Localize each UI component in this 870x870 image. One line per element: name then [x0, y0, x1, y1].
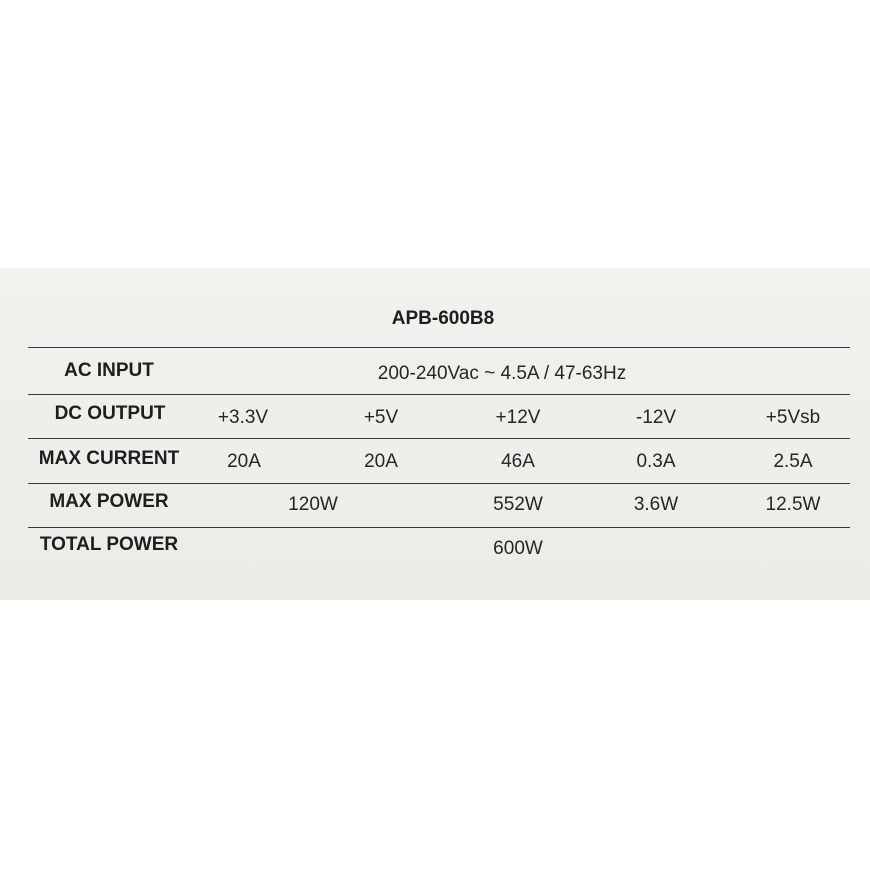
power-neg12v: 3.6W: [633, 494, 679, 515]
power-supply-spec-label: [0, 268, 870, 600]
row-divider: [28, 527, 850, 528]
rail-5v: +5V: [363, 407, 399, 428]
current-neg12v: 0.3A: [636, 451, 676, 472]
current-5v: 20A: [364, 451, 398, 472]
row-divider: [28, 483, 850, 484]
current-3v3: 20A: [227, 451, 261, 472]
model-title: APB-600B8: [391, 308, 495, 329]
power-5vsb: 12.5W: [765, 494, 821, 515]
ac-input-value: 200-240Vac ~ 4.5A / 47-63Hz: [377, 363, 627, 384]
power-3v3-5v-combined: 120W: [288, 494, 338, 515]
total-power-value: 600W: [493, 538, 543, 559]
max-current-label: MAX CURRENT: [38, 448, 180, 469]
rail-3v3: +3.3V: [217, 407, 269, 428]
total-power-label: TOTAL POWER: [39, 534, 179, 555]
ac-input-label: AC INPUT: [64, 360, 154, 381]
power-12v: 552W: [493, 494, 543, 515]
rail-12v: +12V: [495, 407, 541, 428]
max-power-label: MAX POWER: [49, 491, 169, 512]
current-5vsb: 2.5A: [773, 451, 813, 472]
rail-neg12v: -12V: [635, 407, 677, 428]
dc-output-label: DC OUTPUT: [54, 403, 166, 424]
rail-5vsb: +5Vsb: [765, 407, 821, 428]
row-divider: [28, 394, 850, 395]
row-divider: [28, 438, 850, 439]
table-top-rule: [28, 347, 850, 348]
current-12v: 46A: [501, 451, 535, 472]
